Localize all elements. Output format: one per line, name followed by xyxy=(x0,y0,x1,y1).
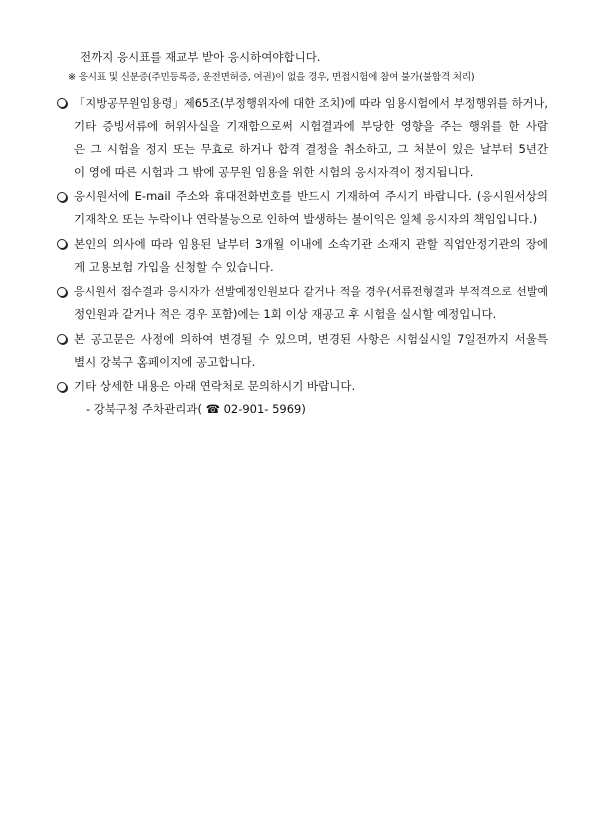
notice-line: 기재착오 또는 누락이나 연락불능으로 인하여 발생하는 불이익은 일체 응시자의 책임입니다.) xyxy=(74,212,538,226)
notice-line: 이 영에 따른 시험과 그 밖에 공무원 임용을 위한 시험의 응시자격이 정지됩니다. xyxy=(74,164,474,179)
notice-item-misconduct xyxy=(74,92,548,184)
intro-continuation-text: 전까지 응시표를 재교부 받아 응시하여야합니다. xyxy=(80,50,321,64)
notice-item-contact-info xyxy=(74,185,548,231)
notice-line: 응시원서에 E-mail 주소와 휴대전화번호를 반드시 기재하여 주시기 바랍니다. (응시원서상의 xyxy=(74,189,548,203)
notice-line: 응시원서 접수결과 응시자가 선발예정인원보다 같거나 적을 경우(서류전형결과 부적격으로 선발예 xyxy=(74,285,548,298)
hollow-circle-bullet-icon xyxy=(57,239,67,249)
hollow-circle-bullet-icon xyxy=(57,334,67,344)
hollow-circle-bullet-icon xyxy=(57,98,67,108)
notice-line: 게 고용보험 가입을 신청할 수 있습니다. xyxy=(74,259,274,274)
notice-line: 별시 강북구 홈페이지에 공고합니다. xyxy=(74,354,256,369)
notice-item-changes xyxy=(74,328,548,374)
hollow-circle-bullet-icon xyxy=(57,192,67,202)
id-requirement-note: ※ 응시표 및 신분증(주민등록증, 운전면허증, 여권)이 없을 경우, 면접시험에 참여 불가(불합격 처리) xyxy=(68,72,475,83)
notice-line: 정인원과 같거나 적은 경우 포함)에는 1회 이상 재공고 후 시험을 실시할 예정입니다. xyxy=(74,307,497,321)
notice-line: 「지방공무원임용령」제65조(부정행위자에 대한 조치)에 따라 임용시험에서 부정행위를 하거나, xyxy=(74,96,548,110)
hollow-circle-bullet-icon xyxy=(57,382,67,392)
notice-line: 기타 상세한 내용은 아래 연락처로 문의하시기 바랍니다. xyxy=(74,379,356,393)
notice-line: 본 공고문은 사정에 의하여 변경될 수 있으며, 변경된 사항은 시험실시일 7일전까지 서울특 xyxy=(74,331,548,346)
notice-line: 기타 증빙서류에 허위사실을 기재함으로써 시험결과에 부당한 영향을 주는 행위를 한 사람 xyxy=(74,118,548,133)
notice-item-inquiries xyxy=(74,375,548,398)
hollow-circle-bullet-icon xyxy=(57,287,67,297)
notice-line: 은 그 시험을 정지 또는 무효로 하거나 합격 결정을 취소하고, 그 처분이 있은 날부터 5년간 xyxy=(74,141,548,156)
notice-line: 본인의 의사에 따라 임용된 날부터 3개월 이내에 소속기관 소재지 관할 직업안정기관의 장에 xyxy=(74,236,548,251)
notice-item-employment-insurance xyxy=(74,233,548,279)
contact-department-phone: - 강북구청 주차관리과( ☎ 02-901- 5969) xyxy=(86,402,306,416)
notice-item-re-announcement xyxy=(74,280,548,326)
